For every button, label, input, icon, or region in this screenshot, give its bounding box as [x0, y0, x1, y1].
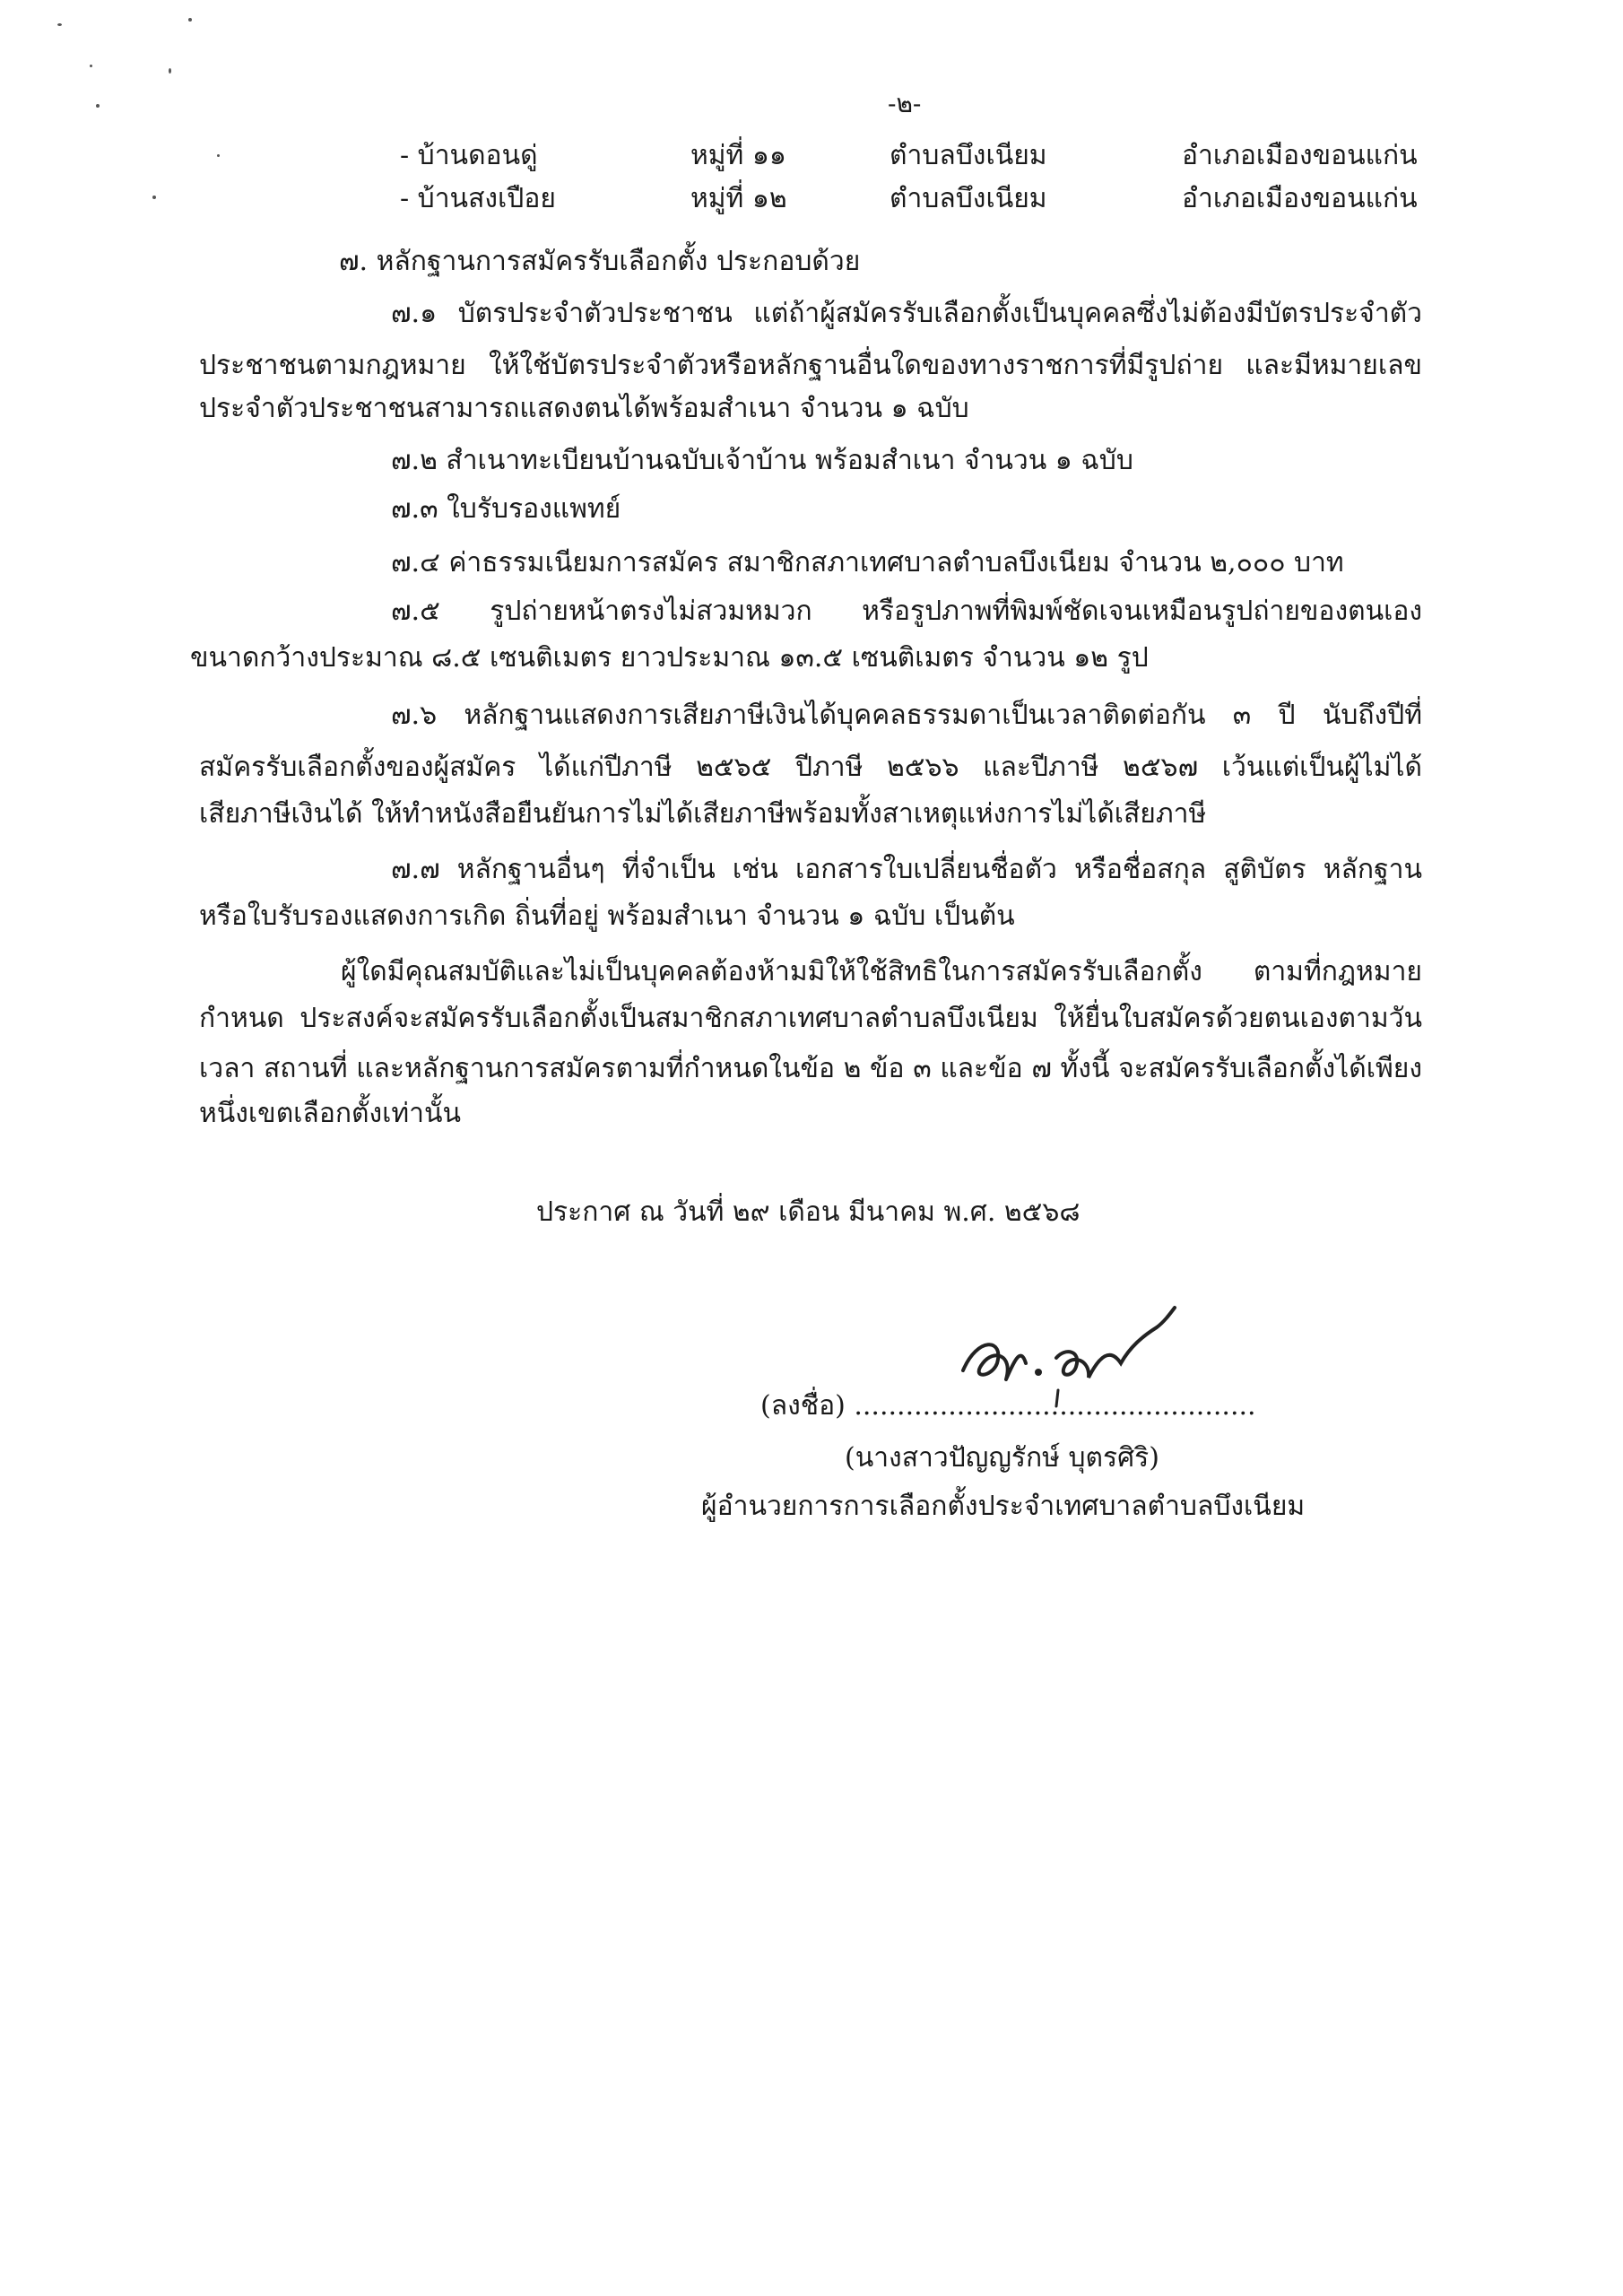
scan-speck: [188, 18, 192, 22]
closing-line: เวลา สถานที่ และหลักฐานการสมัครตามที่กำหนดในข้อ ๒ ข้อ ๓ และข้อ ๗ ทั้งนี้ จะสมัครรับเลือกตั้งได้เพียง: [199, 1053, 1422, 1084]
village-tambon: ตำบลบึงเนียม: [890, 183, 1047, 214]
item-7-1-line: ประจำตัวประชาชนสามารถแสดงตนได้พร้อมสำเนา จำนวน ๑ ฉบับ: [199, 393, 969, 424]
page-number: -๒-: [888, 89, 922, 118]
announcement-date: ประกาศ ณ วันที่ ๒๙ เดือน มีนาคม พ.ศ. ๒๕๖๘: [536, 1196, 1081, 1228]
scan-speck: [96, 104, 100, 108]
closing-line: ผู้ใดมีคุณสมบัติและไม่เป็นบุคคลต้องห้ามมิให้ใช้สิทธิในการสมัครรับเลือกตั้ง ตามที่กฎหมาย: [341, 956, 1422, 987]
item-7-1-line: ๗.๑ บัตรประจำตัวประชาชน แต่ถ้าผู้สมัครรับเลือกตั้งเป็นบุคคลซึ่งไม่ต้องมีบัตรประจำตัว: [391, 298, 1422, 329]
item-7-6-line: สมัครรับเลือกตั้งของผู้สมัคร ได้แก่ปีภาษี ๒๕๖๕ ปีภาษี ๒๕๖๖ และปีภาษี ๒๕๖๗ เว้นแต่เป็นผู้ไม่ได้: [199, 752, 1422, 783]
section-7-heading: ๗. หลักฐานการสมัครรับเลือกตั้ง ประกอบด้วย: [339, 246, 861, 277]
closing-line: กำหนด ประสงค์จะสมัครรับเลือกตั้งเป็นสมาชิกสภาเทศบาลตำบลบึงเนียม ให้ยื่นใบสมัครด้วยตนเองตามวัน: [199, 1003, 1422, 1034]
signatory-position: ผู้อำนวยการการเลือกตั้งประจำเทศบาลตำบลบึงเนียม: [701, 1491, 1306, 1522]
item-7-5-line: ขนาดกว้างประมาณ ๘.๕ เซนติเมตร ยาวประมาณ ๑๓.๕ เซนติเมตร จำนวน ๑๒ รูป: [190, 642, 1149, 674]
item-7-1-line: ประชาชนตามกฎหมาย ให้ใช้บัตรประจำตัวหรือหลักฐานอื่นใดของทางราชการที่มีรูปถ่าย และมีหมายเลข: [199, 350, 1422, 381]
scan-speck: [90, 65, 92, 67]
item-7-4: ๗.๔ ค่าธรรมเนียมการสมัคร สมาชิกสภาเทศบาลตำบลบึงเนียม จำนวน ๒,๐๐๐ บาท: [391, 547, 1344, 578]
scan-speck: [152, 196, 156, 199]
item-7-3: ๗.๓ ใบรับรองแพทย์: [391, 493, 621, 525]
village-moo: หมู่ที่ ๑๒: [690, 183, 787, 214]
closing-line: หนึ่งเขตเลือกตั้งเท่านั้น: [199, 1098, 462, 1129]
signature-line: (ลงชื่อ) ...............................................: [760, 1390, 1256, 1422]
scan-speck: [217, 154, 220, 157]
item-7-7-line: หรือใบรับรองแสดงการเกิด ถิ่นที่อยู่ พร้อมสำเนา จำนวน ๑ ฉบับ เป็นต้น: [199, 900, 1015, 932]
item-7-6-line: ๗.๖ หลักฐานแสดงการเสียภาษีเงินได้บุคคลธรรมดาเป็นเวลาติดต่อกัน ๓ ปี นับถึงปีที่: [391, 700, 1422, 731]
village-amphoe: อำเภอเมืองขอนแก่น: [1182, 140, 1418, 171]
item-7-2: ๗.๒ สำเนาทะเบียนบ้านฉบับเจ้าบ้าน พร้อมสำเนา จำนวน ๑ ฉบับ: [391, 445, 1133, 476]
village-name: - บ้านสงเปือย: [400, 183, 556, 214]
village-name: - บ้านดอนดู่: [400, 140, 538, 171]
scan-speck: [169, 68, 171, 74]
signatory-name: (นางสาวปัญญรักษ์ บุตรศิริ): [845, 1442, 1159, 1474]
scan-speck: [57, 23, 62, 26]
item-7-5-line: ๗.๕ รูปถ่ายหน้าตรงไม่สวมหมวก หรือรูปภาพที่พิมพ์ชัดเจนเหมือนรูปถ่ายของตนเอง: [391, 596, 1422, 627]
village-tambon: ตำบลบึงเนียม: [890, 140, 1047, 171]
item-7-7-line: ๗.๗ หลักฐานอื่นๆ ที่จำเป็น เช่น เอกสารใบเปลี่ยนชื่อตัว หรือชื่อสกุล สูติบัตร หลักฐาน: [391, 854, 1422, 885]
village-amphoe: อำเภอเมืองขอนแก่น: [1182, 183, 1418, 214]
village-moo: หมู่ที่ ๑๑: [690, 140, 786, 171]
item-7-6-line: เสียภาษีเงินได้ ให้ทำหนังสือยืนยันการไม่ได้เสียภาษีพร้อมทั้งสาเหตุแห่งการไม่ได้เสียภาษี: [199, 798, 1207, 830]
